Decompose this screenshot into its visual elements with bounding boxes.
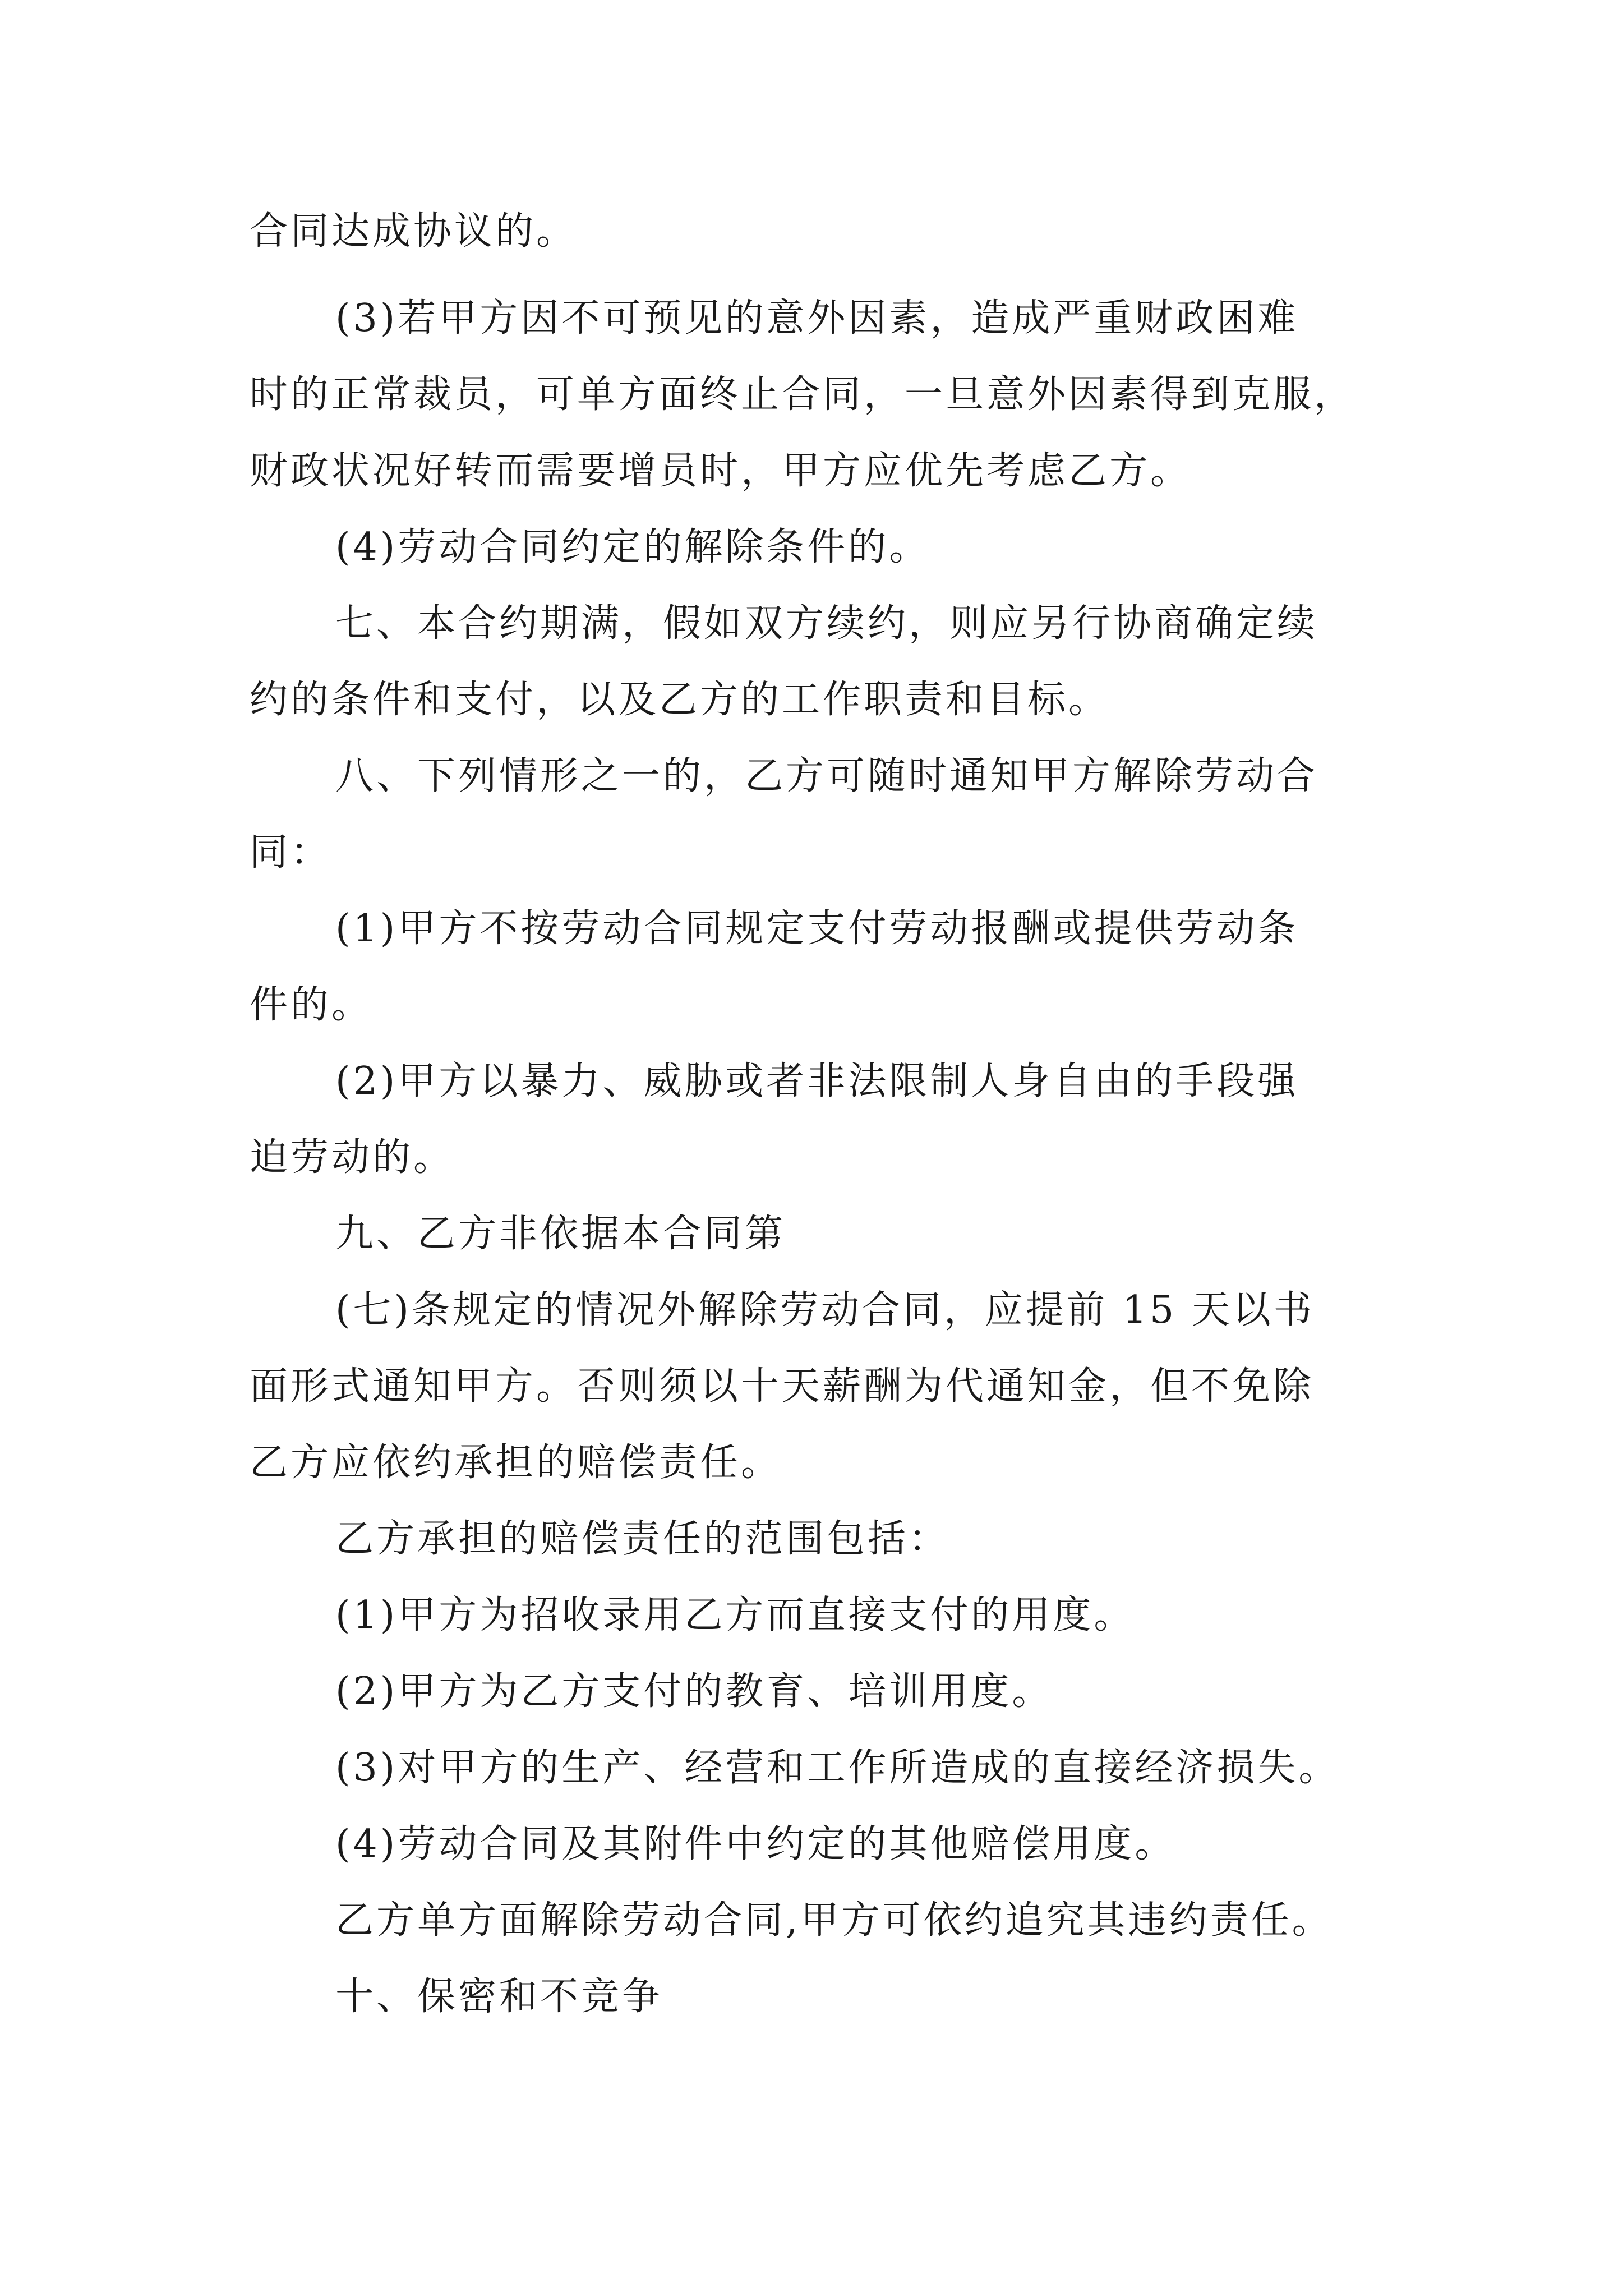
paragraph-line: 七、本合约期满，假如双方续约，则应另行协商确定续 (335, 601, 1318, 646)
paragraph-line: 时的正常裁员，可单方面终止合同，一旦意外因素得到克服， (250, 372, 1355, 417)
paragraph-line: (3)若甲方因不可预见的意外因素，造成严重财政困难 (335, 296, 1299, 341)
paragraph-line: (2)甲方为乙方支付的教育、培训用度。 (335, 1669, 1053, 1714)
paragraph-line: 十、保密和不竞争 (335, 1975, 663, 2019)
paragraph-line: 约的条件和支付，以及乙方的工作职责和目标。 (250, 678, 1110, 722)
paragraph-line: (七)条规定的情况外解除劳动合同，应提前 15 天以书 (335, 1288, 1315, 1332)
paragraph-line: 乙方应依约承担的赔偿责任。 (250, 1441, 782, 1485)
paragraph-line: 面形式通知甲方。否则须以十天薪酬为代通知金，但不免除 (250, 1364, 1315, 1409)
paragraph-line: 同： (250, 830, 332, 875)
paragraph-line: 件的。 (250, 983, 373, 1027)
paragraph-line: (3)对甲方的生产、经营和工作所造成的直接经济损失。 (335, 1746, 1340, 1790)
paragraph-line: 财政状况好转而需要增员时，甲方应优先考虑乙方。 (250, 449, 1192, 493)
paragraph-line: (1)甲方为招收录用乙方而直接支付的用度。 (335, 1593, 1135, 1637)
paragraph-line: (4)劳动合同及其附件中约定的其他赔偿用度。 (335, 1822, 1176, 1866)
paragraph-line: 合同达成协议的。 (250, 209, 578, 254)
paragraph-line: 乙方单方面解除劳动合同,甲方可依约追究其违约责任。 (335, 1898, 1333, 1943)
paragraph-line: 迫劳动的。 (250, 1135, 455, 1180)
paragraph-line: 八、下列情形之一的，乙方可随时通知甲方解除劳动合 (335, 754, 1318, 798)
paragraph-line: (4)劳动合同约定的解除条件的。 (335, 525, 930, 569)
paragraph-line: 九、乙方非依据本合同第 (335, 1212, 786, 1256)
paragraph-line: 乙方承担的赔偿责任的范围包括： (335, 1517, 950, 1561)
paragraph-line: (1)甲方不按劳动合同规定支付劳动报酬或提供劳动条 (335, 907, 1299, 951)
paragraph-line: (2)甲方以暴力、威胁或者非法限制人身自由的手段强 (335, 1059, 1299, 1103)
